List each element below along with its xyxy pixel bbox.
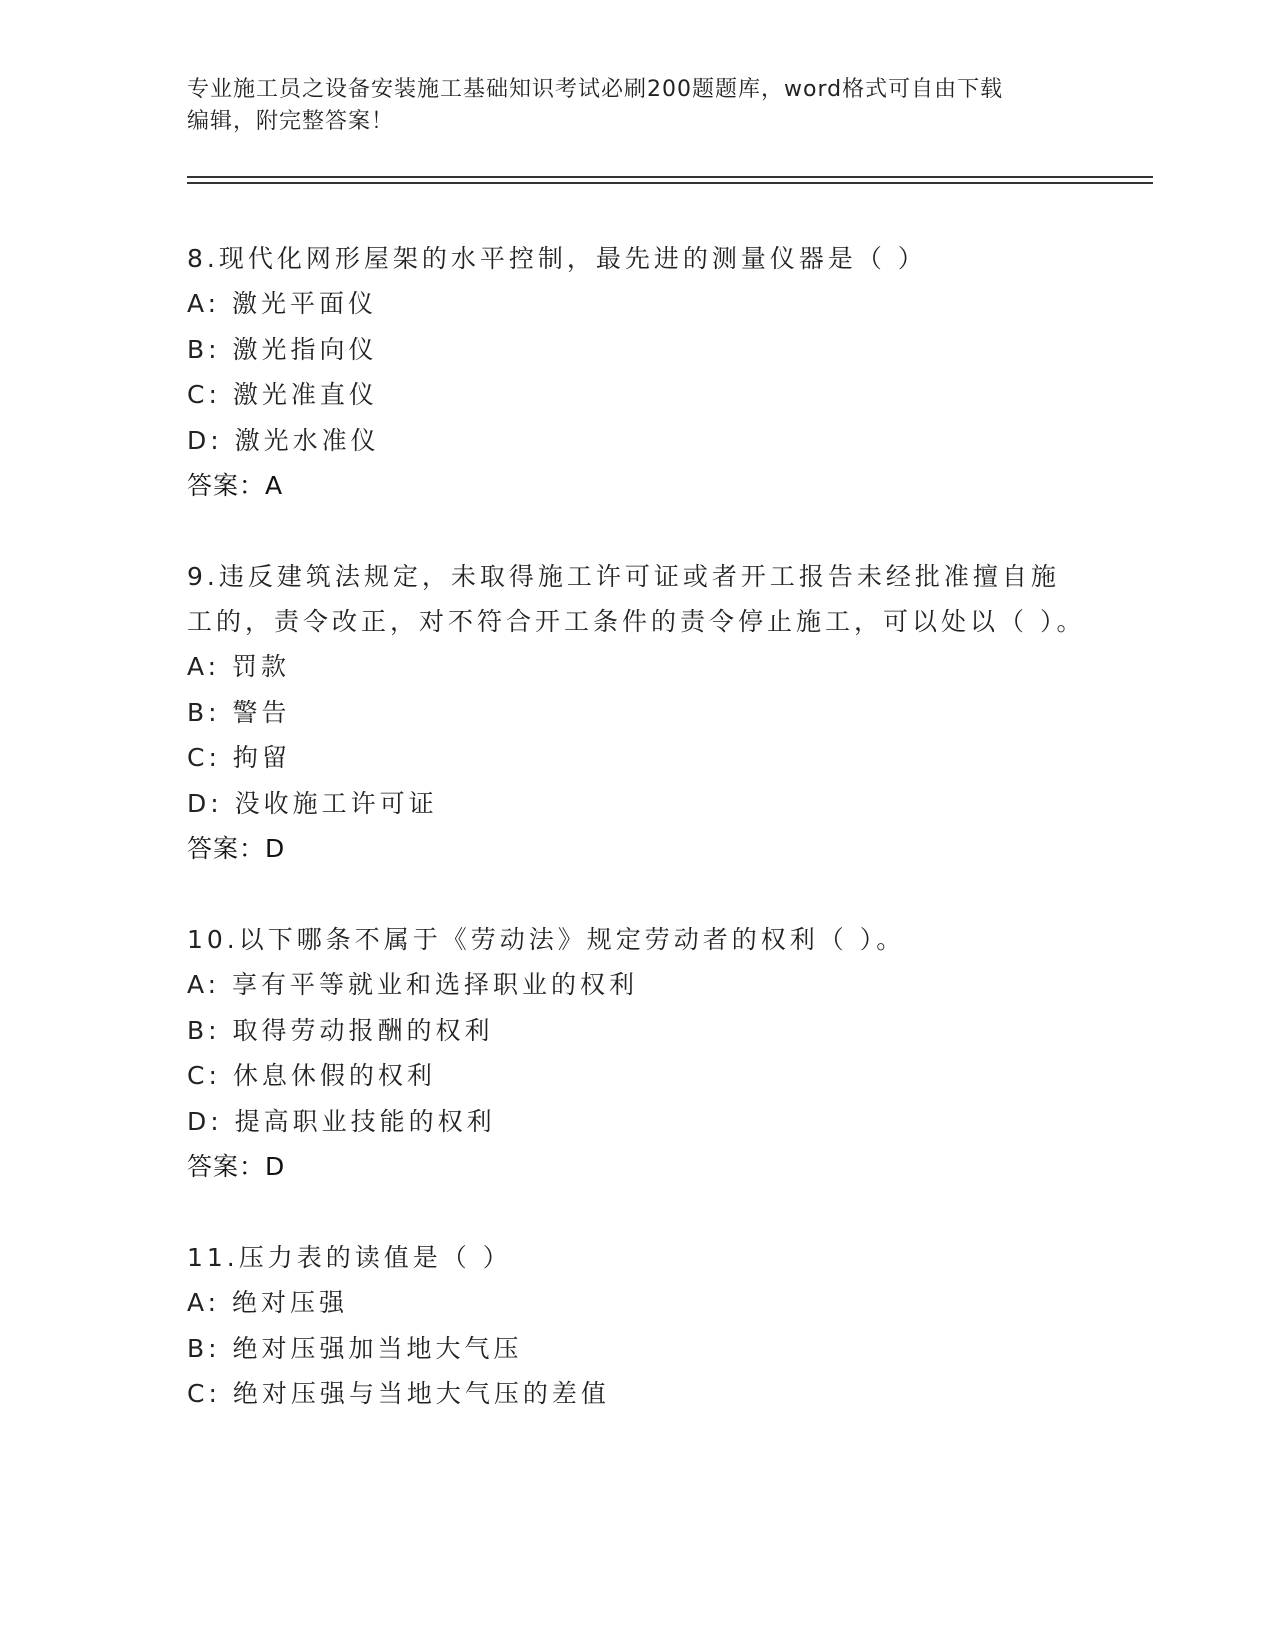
header-line-1: 专业施工员之设备安装施工基础知识考试必刷200题题库，word格式可自由下载 — [187, 77, 1004, 102]
question-11 — [187, 1235, 1087, 1417]
question-8 — [187, 236, 1087, 508]
question-stem: 11.压力表的读值是（ ） — [187, 1243, 512, 1272]
option-d: D: 激光水准仪 — [187, 425, 380, 455]
question-list — [187, 236, 1087, 1463]
question-10 — [187, 917, 1087, 1189]
option-b: B: 绝对压强加当地大气压 — [187, 1333, 523, 1363]
option-c: C: 休息休假的权利 — [187, 1061, 436, 1090]
question-9 — [187, 554, 1087, 871]
option-d: D: 提高职业技能的权利 — [187, 1106, 496, 1136]
answer-label: 答案：D — [187, 834, 286, 863]
question-stem: 10.以下哪条不属于《劳动法》规定劳动者的权利（ ）。 — [187, 925, 906, 954]
option-a: A: 罚款 — [187, 652, 291, 681]
option-d: D: 没收施工许可证 — [187, 788, 438, 818]
option-a: A: 激光平面仪 — [187, 289, 378, 318]
option-c: C: 拘留 — [187, 743, 291, 772]
option-b: B: 激光指向仪 — [187, 334, 378, 364]
header-divider-top — [187, 176, 1153, 178]
header-line-2: 编辑，附完整答案！ — [187, 109, 395, 134]
document-header — [187, 74, 1087, 138]
option-b: B: 警告 — [187, 697, 291, 727]
option-a: A: 享有平等就业和选择职业的权利 — [187, 970, 639, 999]
answer-label: 答案：A — [187, 471, 284, 500]
header-divider-bottom — [187, 182, 1153, 184]
option-c: C: 激光准直仪 — [187, 380, 378, 409]
question-stem: 8.现代化网形屋架的水平控制，最先进的测量仪器是（ ） — [187, 244, 927, 273]
answer-label: 答案：D — [187, 1152, 286, 1181]
option-b: B: 取得劳动报酬的权利 — [187, 1015, 494, 1045]
question-stem: 9.违反建筑法规定，未取得施工许可证或者开工报告未经批准擅自施工的，责令改正，对不符合开工条件的责令停止施工，可以处以（ ）。 — [187, 562, 1086, 636]
option-c: C: 绝对压强与当地大气压的差值 — [187, 1379, 610, 1408]
option-a: A: 绝对压强 — [187, 1288, 349, 1317]
